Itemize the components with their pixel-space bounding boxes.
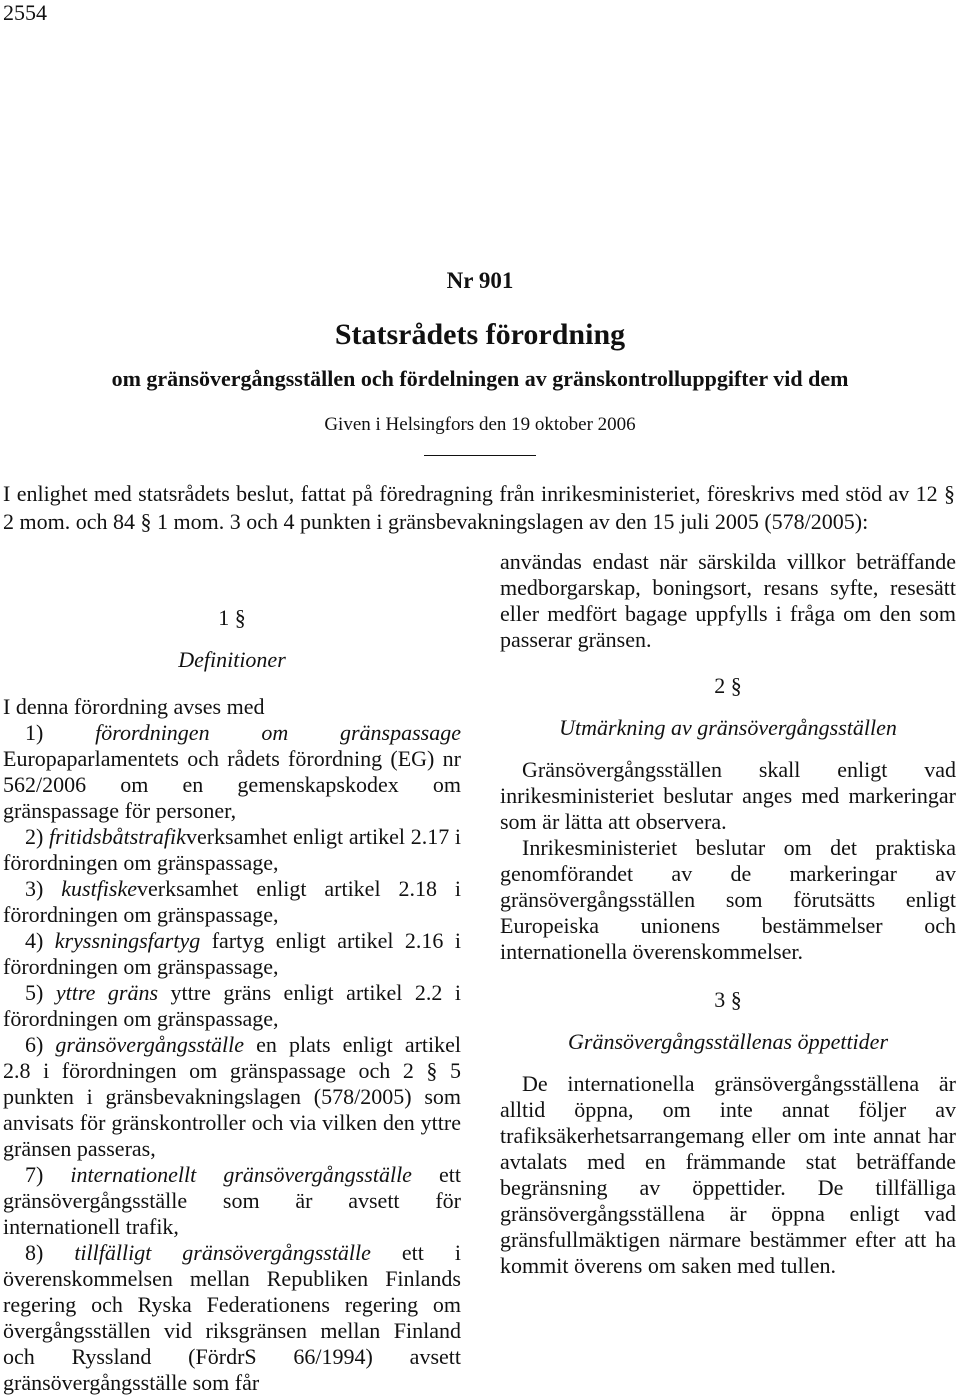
section-2-paragraph-2: Inrikesministeriet beslutar om det praktiska genomförandet av de markeringar av gränsövergångsställen som förutsätts enligt Europeiska unionens bestämmelser och internationella överenskommelser. xyxy=(500,835,956,964)
definition-number: 4) xyxy=(25,928,55,953)
section-3-paragraph-1: De internationella gränsövergångsställena är alltid öppna, om inte annat följer av trafiksäkerhetsarrangemang eller om inte annat har avtalats med en främmande stat beträffande begränsning av öppettider. De tillfälliga gränsövergångsställena är öppna enligt vad gränsfullmäktigen närmare bestämmer efter att ha kommit överens om saken med tullen. xyxy=(500,1071,956,1278)
page-number: 2554 xyxy=(3,0,47,25)
definition-number: 3) xyxy=(25,876,62,901)
definition-text: en plats enligt artikel 2.8 i förordningen om gränspassage och 2 § 5 punkten i gränsbevakningslagen (578/2005) som anvisats för gränskontroller och via vilken den yttre gränsen passeras, xyxy=(3,1032,462,1161)
definition-text: verksamhet enligt artikel 2.18 i förordningen om gränspassage, xyxy=(3,876,462,927)
section-2-title: Utmärkning av gränsövergångsställen xyxy=(559,715,897,740)
section-3-number: 3 § xyxy=(714,987,742,1012)
section-2-number: 2 § xyxy=(714,673,742,698)
right-column xyxy=(500,549,956,1279)
definition-number: 8) xyxy=(25,1240,75,1265)
continuation-text: användas endast när särskilda villkor beträffande medborgarskap, boningsort, resans syfte, resesätt eller medfört bagage uppfylls i fråga om den som passerar gränsen. xyxy=(500,549,956,652)
definition-number: 5) xyxy=(25,980,56,1005)
definition-item xyxy=(3,876,461,928)
definition-term: förordningen om gränspassage xyxy=(95,720,461,745)
section-2-paragraph-1: Gränsövergångsställen skall enligt vad inrikesministeriet beslutar anges med markeringar som är lätta att observera. xyxy=(500,757,956,834)
definition-term: kryssningsfartyg xyxy=(54,928,201,953)
section-1-lead: I denna förordning avses med xyxy=(3,694,265,719)
definition-text: Europaparlamentets och rådets förordning (EG) nr 562/2006 om en gemenskapskodex om gränspassage för personer, xyxy=(3,746,461,823)
document-title: Statsrådets förordning xyxy=(334,318,626,351)
definition-item xyxy=(3,1162,461,1240)
definition-term: tillfälligt gränsövergångsställe xyxy=(74,1240,371,1265)
definition-item xyxy=(3,720,461,824)
definition-text: ett gränsövergångsställe som är avsett för internationell trafik, xyxy=(3,1162,461,1239)
section-3-title: Gränsövergångsställenas öppettider xyxy=(568,1029,888,1054)
definition-number: 7) xyxy=(25,1162,71,1187)
definition-term: gränsövergångsställe xyxy=(55,1032,245,1057)
header-divider xyxy=(424,455,536,456)
definition-text: fartyg enligt artikel 2.16 i förordningen om gränspassage, xyxy=(3,928,462,979)
definition-item xyxy=(3,1032,461,1162)
definition-term: yttre gräns xyxy=(55,980,159,1005)
document-subtitle: om gränsövergångsställen och fördelningen av gränskontrolluppgifter vid dem xyxy=(111,366,849,391)
definition-item xyxy=(3,1240,461,1396)
preamble: I enlighet med statsrådets beslut, fattat på föredragning från inrikesministeriet, föreskrivs med stöd av 12 § 2 mom. och 84 § 1 mom. 3 och 4 punkten i gränsbevakningslagen av den 15 juli 2005 (578/2005): xyxy=(3,481,955,534)
definition-number: 6) xyxy=(25,1032,56,1057)
regulation-number: Nr 901 xyxy=(446,268,514,293)
definition-item xyxy=(3,824,461,876)
definition-term: kustfiske xyxy=(61,876,138,901)
definition-list xyxy=(3,720,461,1396)
definition-text: yttre gräns enligt artikel 2.2 i förordningen om gränspassage, xyxy=(3,980,462,1031)
definition-text: verksamhet enligt artikel 2.17 i förordningen om gränspassage, xyxy=(3,824,461,875)
definition-term: fritidsbåtstrafik xyxy=(49,824,186,849)
section-1-title: Definitioner xyxy=(178,647,286,672)
given-date: Given i Helsingfors den 19 oktober 2006 xyxy=(324,414,636,435)
definition-number: 2) xyxy=(25,824,50,849)
definition-number: 1) xyxy=(25,720,96,745)
definition-text: ett i överenskommelsen mellan Republiken Finlands regering och Ryska Federationens regering om övergångsställen vid riksgränsen mellan Finland och Ryssland (FördrS 66/1994) avsett gränsövergångsställe som får xyxy=(3,1240,461,1395)
definition-item xyxy=(3,928,461,980)
definition-term: internationellt gränsövergångsställe xyxy=(70,1162,412,1187)
section-1-number: 1 § xyxy=(218,605,246,630)
definition-item xyxy=(3,980,461,1032)
left-column xyxy=(3,605,461,1396)
